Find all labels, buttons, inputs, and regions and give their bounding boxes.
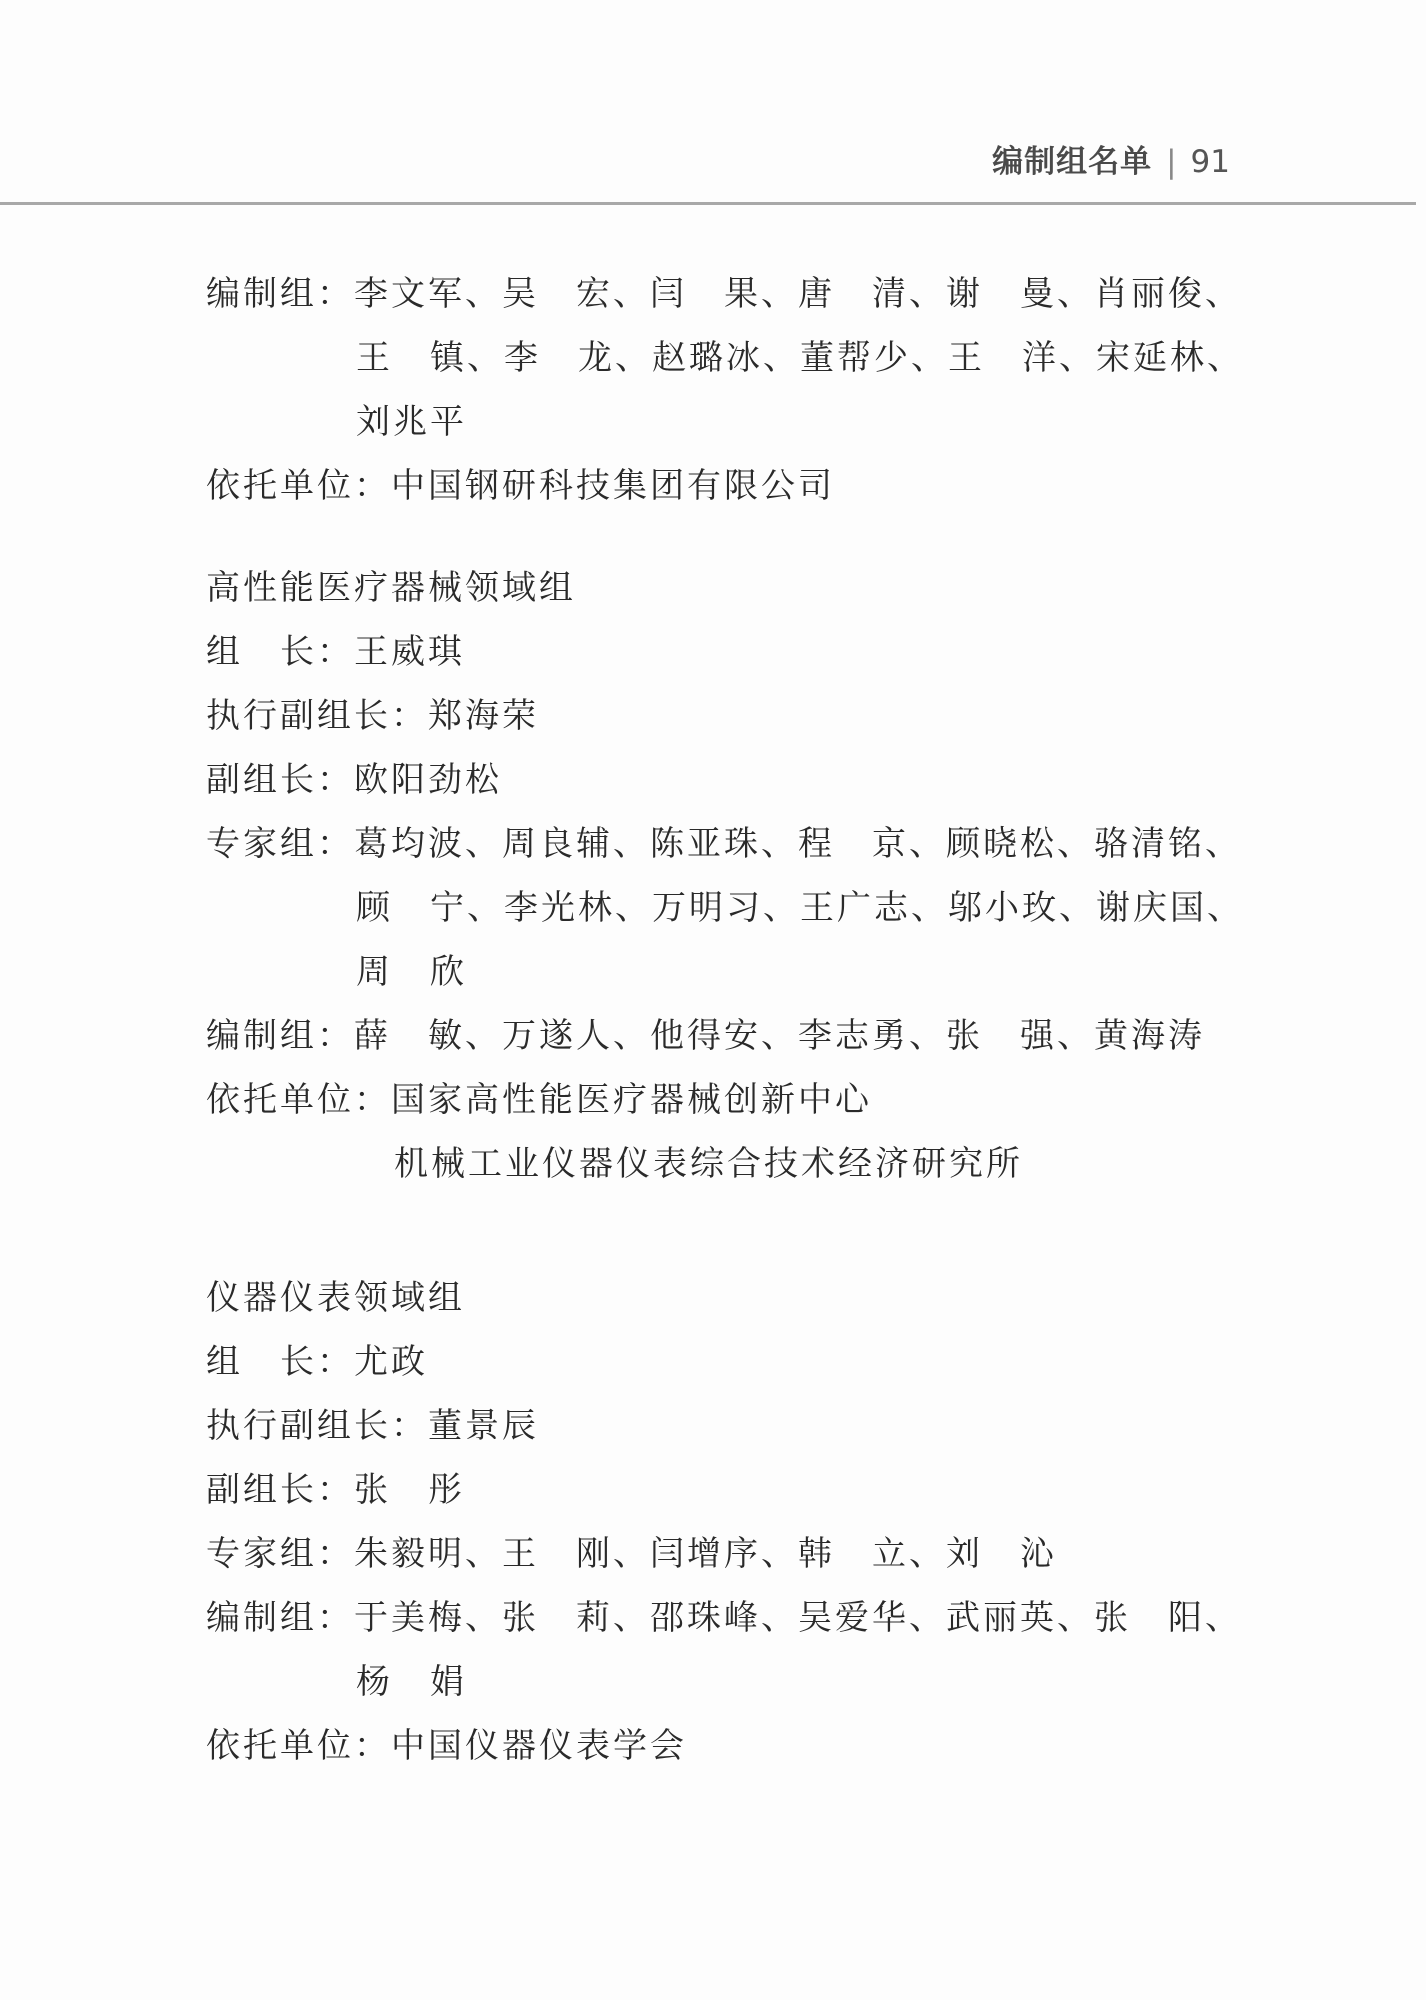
running-head-separator: |: [1166, 144, 1177, 180]
executive-deputy-leader-line: 执行副组长：董景辰: [206, 1406, 539, 1446]
drafting-group-line-cont: 杨 娟: [356, 1662, 467, 1702]
leader-line: 组 长：尤政: [206, 1342, 428, 1382]
page-content: [206, 262, 1246, 1778]
drafting-group-line-cont: 王 镇、李 龙、赵璐冰、董帮少、王 洋、宋延林、: [356, 338, 1244, 378]
host-unit-line-cont: 机械工业仪器仪表综合技术经济研究所: [394, 1144, 1023, 1184]
running-head-title: 编制组名单: [992, 144, 1153, 180]
deputy-leader-line: 副组长：张 彤: [206, 1470, 465, 1510]
expert-group-line: 专家组：朱毅明、王 刚、闫增序、韩 立、刘 沁: [206, 1534, 1057, 1574]
header-rule: [0, 202, 1416, 205]
section-spacer: [206, 1196, 1246, 1266]
section-medical-devices: [206, 556, 1246, 1196]
drafting-group-line: 编制组：薛 敏、万遂人、他得安、李志勇、张 强、黄海涛: [206, 1016, 1205, 1056]
section-materials: [206, 262, 1246, 518]
drafting-group-line: 编制组：于美梅、张 莉、邵珠峰、吴爱华、武丽英、张 阳、: [206, 1598, 1242, 1638]
section-spacer: [206, 518, 1246, 556]
expert-group-line-cont: 顾 宁、李光林、万明习、王广志、邬小玫、谢庆国、: [356, 888, 1244, 928]
expert-group-line-cont: 周 欣: [356, 952, 467, 992]
section-heading: 仪器仪表领域组: [206, 1278, 465, 1318]
drafting-group-line-cont: 刘兆平: [356, 402, 467, 442]
host-unit-line: 依托单位：中国仪器仪表学会: [206, 1726, 687, 1766]
host-unit-line: 依托单位：中国钢研科技集团有限公司: [206, 466, 835, 506]
executive-deputy-leader-line: 执行副组长：郑海荣: [206, 696, 539, 736]
page-number: 91: [1190, 144, 1230, 180]
drafting-group-line: 编制组：李文军、吴 宏、闫 果、唐 清、谢 曼、肖丽俊、: [206, 274, 1242, 314]
deputy-leader-line: 副组长：欧阳劲松: [206, 760, 502, 800]
leader-line: 组 长：王威琪: [206, 632, 465, 672]
running-head: [992, 142, 1230, 182]
section-instruments: [206, 1266, 1246, 1778]
section-heading: 高性能医疗器械领域组: [206, 568, 576, 608]
expert-group-line: 专家组：葛均波、周良辅、陈亚珠、程 京、顾晓松、骆清铭、: [206, 824, 1242, 864]
host-unit-line: 依托单位：国家高性能医疗器械创新中心: [206, 1080, 872, 1120]
